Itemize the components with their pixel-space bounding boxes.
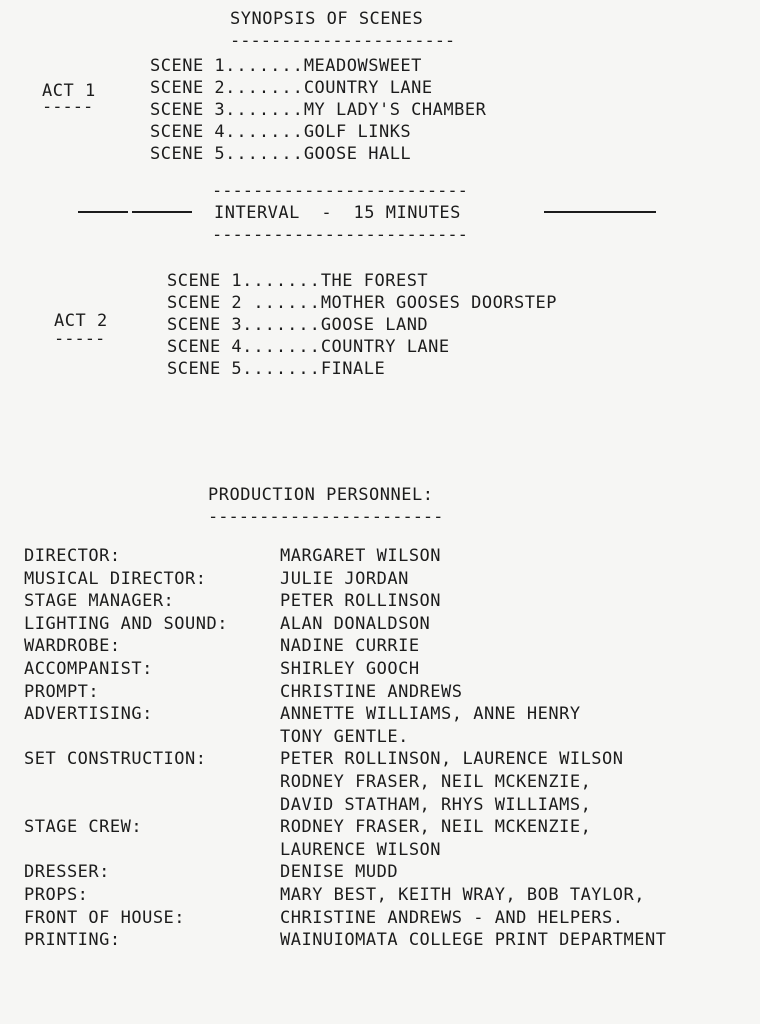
- scene-row: [167, 337, 557, 359]
- act-1-scene-list: [150, 56, 486, 166]
- act-2-underline: -----: [54, 329, 106, 349]
- scene-leader-dots: .......: [242, 315, 321, 335]
- personnel-role: STAGE CREW:: [24, 817, 143, 838]
- scene-name: MOTHER GOOSES DOORSTEP: [320, 293, 557, 313]
- personnel-names: DAVID STATHAM, RHYS WILLIAMS,: [280, 794, 592, 815]
- scene-row: [167, 271, 557, 293]
- personnel-role: PROPS:: [24, 884, 89, 905]
- personnel-names: CHRISTINE ANDREWS - AND HELPERS.: [280, 907, 624, 928]
- scene-number: SCENE 4: [150, 122, 226, 142]
- scene-leader-dots: .......: [225, 78, 304, 98]
- scene-number: SCENE 5: [167, 359, 243, 379]
- personnel-names: RODNEY FRASER, NEIL MCKENZIE,: [280, 771, 592, 792]
- personnel-names: MARY BEST, KEITH WRAY, BOB TAYLOR,: [280, 884, 645, 905]
- act-2-scene-list: [167, 271, 557, 381]
- scene-name: COUNTRY LANE: [303, 78, 433, 98]
- personnel-names: CHRISTINE ANDREWS: [280, 681, 463, 702]
- personnel-role: STAGE MANAGER:: [24, 591, 175, 612]
- interval-bottom-dashes: -------------------------: [212, 225, 468, 245]
- scene-name: GOOSE HALL: [303, 144, 412, 164]
- scene-row: [167, 293, 557, 315]
- personnel-role: WARDROBE:: [24, 636, 121, 657]
- scene-number: SCENE 2: [150, 78, 226, 98]
- personnel-names: SHIRLEY GOOCH: [280, 658, 420, 679]
- scene-name: FINALE: [320, 359, 386, 379]
- scene-number: SCENE 3: [150, 100, 226, 120]
- scene-row: [150, 78, 486, 100]
- interval-top-dashes: -------------------------: [212, 181, 468, 201]
- act-1-underline: -----: [42, 97, 94, 117]
- personnel-names: ANNETTE WILLIAMS, ANNE HENRY: [280, 704, 581, 725]
- scene-number: SCENE 1: [150, 56, 226, 76]
- scene-row: [150, 100, 486, 122]
- scene-row: [167, 359, 557, 381]
- scene-name: MY LADY'S CHAMBER: [303, 100, 487, 120]
- scene-number: SCENE 1: [167, 271, 243, 291]
- interval-left-rule-2: [132, 211, 192, 213]
- scene-number: SCENE 2: [167, 293, 243, 313]
- personnel-role: DRESSER:: [24, 862, 110, 883]
- personnel-names: PETER ROLLINSON, LAURENCE WILSON: [280, 749, 624, 770]
- scene-leader-dots: ......: [242, 293, 321, 313]
- personnel-names: RODNEY FRASER, NEIL MCKENZIE,: [280, 817, 592, 838]
- scene-row: [150, 56, 486, 78]
- scene-row: [150, 144, 486, 166]
- scene-name: GOLF LINKS: [303, 122, 412, 142]
- act-1-label: ACT 1: [42, 81, 96, 101]
- scene-number: SCENE 5: [150, 144, 226, 164]
- personnel-names: MARGARET WILSON: [280, 546, 442, 566]
- personnel-names: ALAN DONALDSON: [280, 613, 431, 634]
- personnel-names: PETER ROLLINSON: [280, 591, 442, 612]
- personnel-title: PRODUCTION PERSONNEL:: [208, 485, 434, 505]
- scene-leader-dots: .......: [242, 271, 321, 291]
- personnel-role: ACCOMPANIST:: [24, 658, 153, 679]
- personnel-names: DENISE MUDD: [280, 862, 399, 883]
- personnel-names: NADINE CURRIE: [280, 636, 420, 657]
- personnel-role: DIRECTOR:: [24, 546, 121, 566]
- personnel-role: SET CONSTRUCTION:: [24, 749, 207, 770]
- scene-row: [150, 122, 486, 144]
- personnel-role: PRINTING:: [24, 930, 121, 951]
- scene-leader-dots: .......: [242, 359, 321, 379]
- title-underline: ----------------------: [230, 31, 456, 51]
- personnel-role: ADVERTISING:: [24, 704, 153, 725]
- scene-name: GOOSE LAND: [320, 315, 429, 335]
- personnel-role: LIGHTING AND SOUND:: [24, 613, 228, 634]
- personnel-role: MUSICAL DIRECTOR:: [24, 568, 207, 589]
- personnel-role: PROMPT:: [24, 681, 100, 702]
- personnel-names: JULIE JORDAN: [280, 568, 409, 589]
- scene-leader-dots: .......: [225, 122, 304, 142]
- act-2-label: ACT 2: [54, 311, 108, 331]
- personnel-role: FRONT OF HOUSE:: [24, 907, 186, 928]
- scene-leader-dots: .......: [242, 337, 321, 357]
- personnel-names: TONY GENTLE.: [280, 726, 409, 747]
- scene-name: THE FOREST: [320, 271, 429, 291]
- personnel-names: LAURENCE WILSON: [280, 839, 442, 860]
- scene-leader-dots: .......: [225, 56, 304, 76]
- scene-name: MEADOWSWEET: [303, 56, 422, 76]
- personnel-names: WAINUIOMATA COLLEGE PRINT DEPARTMENT: [280, 930, 667, 951]
- personnel-underline: -----------------------: [208, 507, 444, 527]
- synopsis-title: SYNOPSIS OF SCENES: [230, 9, 424, 29]
- scene-row: [167, 315, 557, 337]
- interval-text: INTERVAL - 15 MINUTES: [214, 203, 461, 223]
- scene-number: SCENE 3: [167, 315, 243, 335]
- scene-leader-dots: .......: [225, 144, 304, 164]
- scene-leader-dots: .......: [225, 100, 304, 120]
- interval-left-rule: [78, 211, 128, 213]
- scene-number: SCENE 4: [167, 337, 243, 357]
- interval-right-rule: [544, 211, 656, 213]
- scene-name: COUNTRY LANE: [320, 337, 450, 357]
